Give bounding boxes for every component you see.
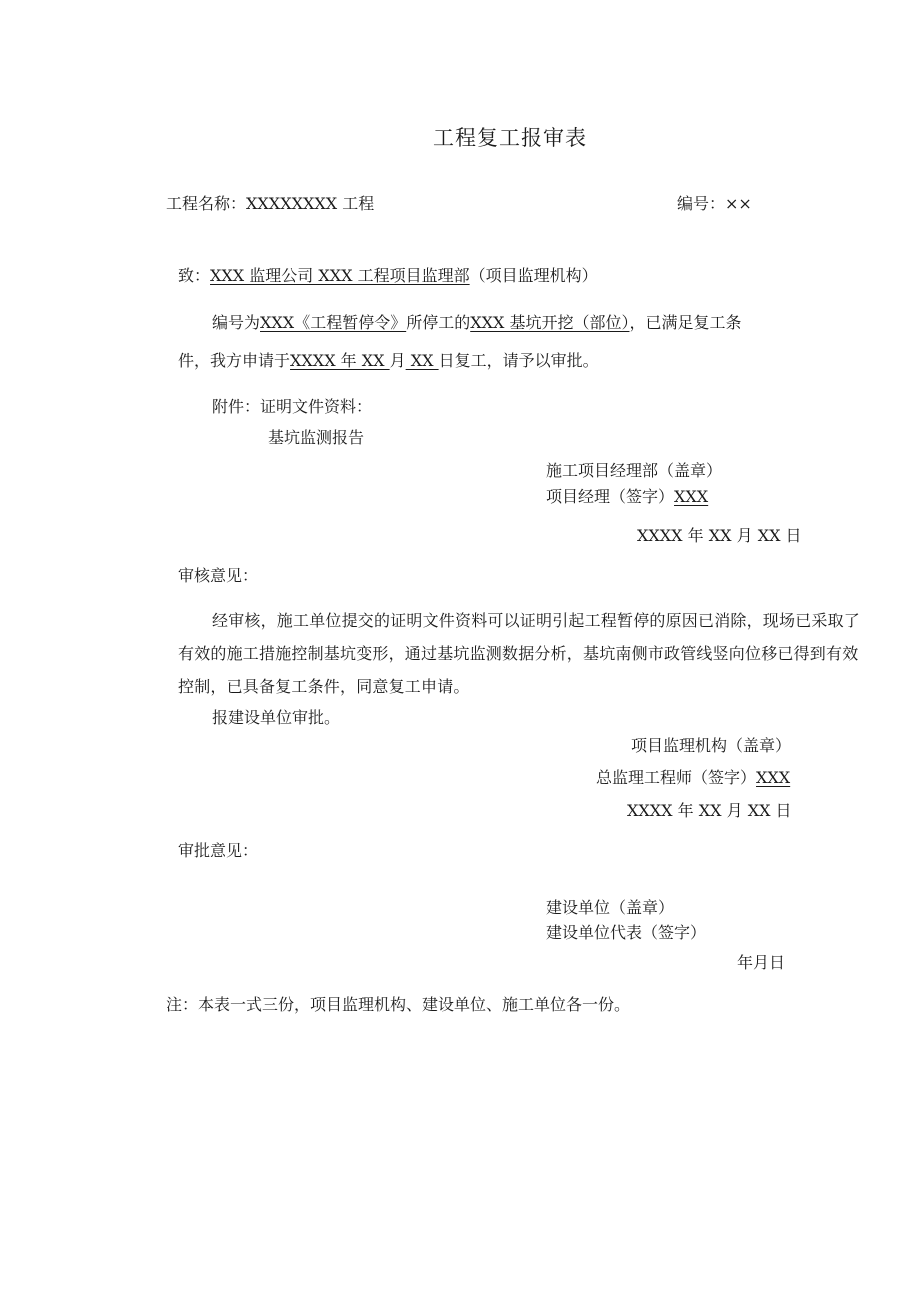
engineer-signature: XXX [756, 768, 791, 787]
project-name-row [166, 196, 374, 212]
addressee-suffix: （项目监理机构） [469, 266, 598, 285]
review-forward: 报建设单位审批。 [212, 708, 341, 727]
resume-year-month: XXXX 年 XX [290, 351, 390, 370]
review-label: 审核意见： [178, 566, 259, 585]
footnote: 注：本表一式三份，项目监理机构、建设单位、施工单位各一份。 [166, 995, 631, 1014]
manager-label: 项目经理（签字） [546, 487, 675, 506]
approval-date: 年月日 [737, 953, 786, 972]
request-text: 所停工的 [406, 313, 471, 332]
resume-day: XX [405, 351, 439, 370]
attachment-label: 附件：证明文件资料： [212, 397, 373, 416]
stop-order-ref: XXX《工程暂停令》 [260, 313, 407, 332]
project-number-row [677, 196, 752, 212]
supervisor-seal: 项目监理机构（盖章） [631, 736, 792, 755]
chief-engineer [596, 770, 790, 786]
contractor-manager [546, 489, 708, 505]
project-name-label: 工程名称： [166, 194, 247, 213]
request-line-1 [212, 315, 742, 331]
request-text: 编号为 [212, 313, 261, 332]
review-text: 经审核，施工单位提交的证明文件资料可以证明引起工程暂停的原因已消除，现场已采取了有效的施工措施控制基坑变形，通过基坑监测数据分析，基坑南侧市政管线竖向位移已得到有效控制，已具备复工条件，同意复工申请。 [178, 611, 861, 696]
approval-label: 审批意见： [178, 841, 259, 860]
addressee [178, 268, 598, 284]
request-text: ，已满足复工条 [629, 313, 742, 332]
request-text: 日复工，请予以审批。 [438, 351, 599, 370]
request-line-2 [178, 353, 599, 369]
manager-signature: XXX [674, 487, 709, 506]
project-number-label: 编号： [677, 194, 726, 213]
addressee-org: XXX 监理公司 XXX 工程项目监理部 [210, 266, 470, 285]
project-name-value: XXXXXXXX 工程 [246, 194, 375, 213]
review-date: XXXX 年 XX 月 XX 日 [627, 801, 792, 820]
page-title: 工程复工报审表 [433, 126, 587, 150]
addressee-prefix: 致： [178, 266, 211, 285]
attachment-item: 基坑监测报告 [268, 428, 365, 447]
owner-rep: 建设单位代表（签字） [546, 923, 707, 942]
stop-location: XXX 基坑开挖（部位） [470, 313, 630, 332]
request-text: 件，我方申请于 [178, 351, 291, 370]
project-number-value: ×× [725, 194, 752, 213]
request-text: 月 [389, 351, 406, 370]
contractor-date: XXXX 年 XX 月 XX 日 [637, 526, 802, 545]
owner-seal: 建设单位（盖章） [546, 898, 675, 917]
engineer-label: 总监理工程师（签字） [596, 768, 757, 787]
contractor-seal: 施工项目经理部（盖章） [546, 461, 723, 480]
